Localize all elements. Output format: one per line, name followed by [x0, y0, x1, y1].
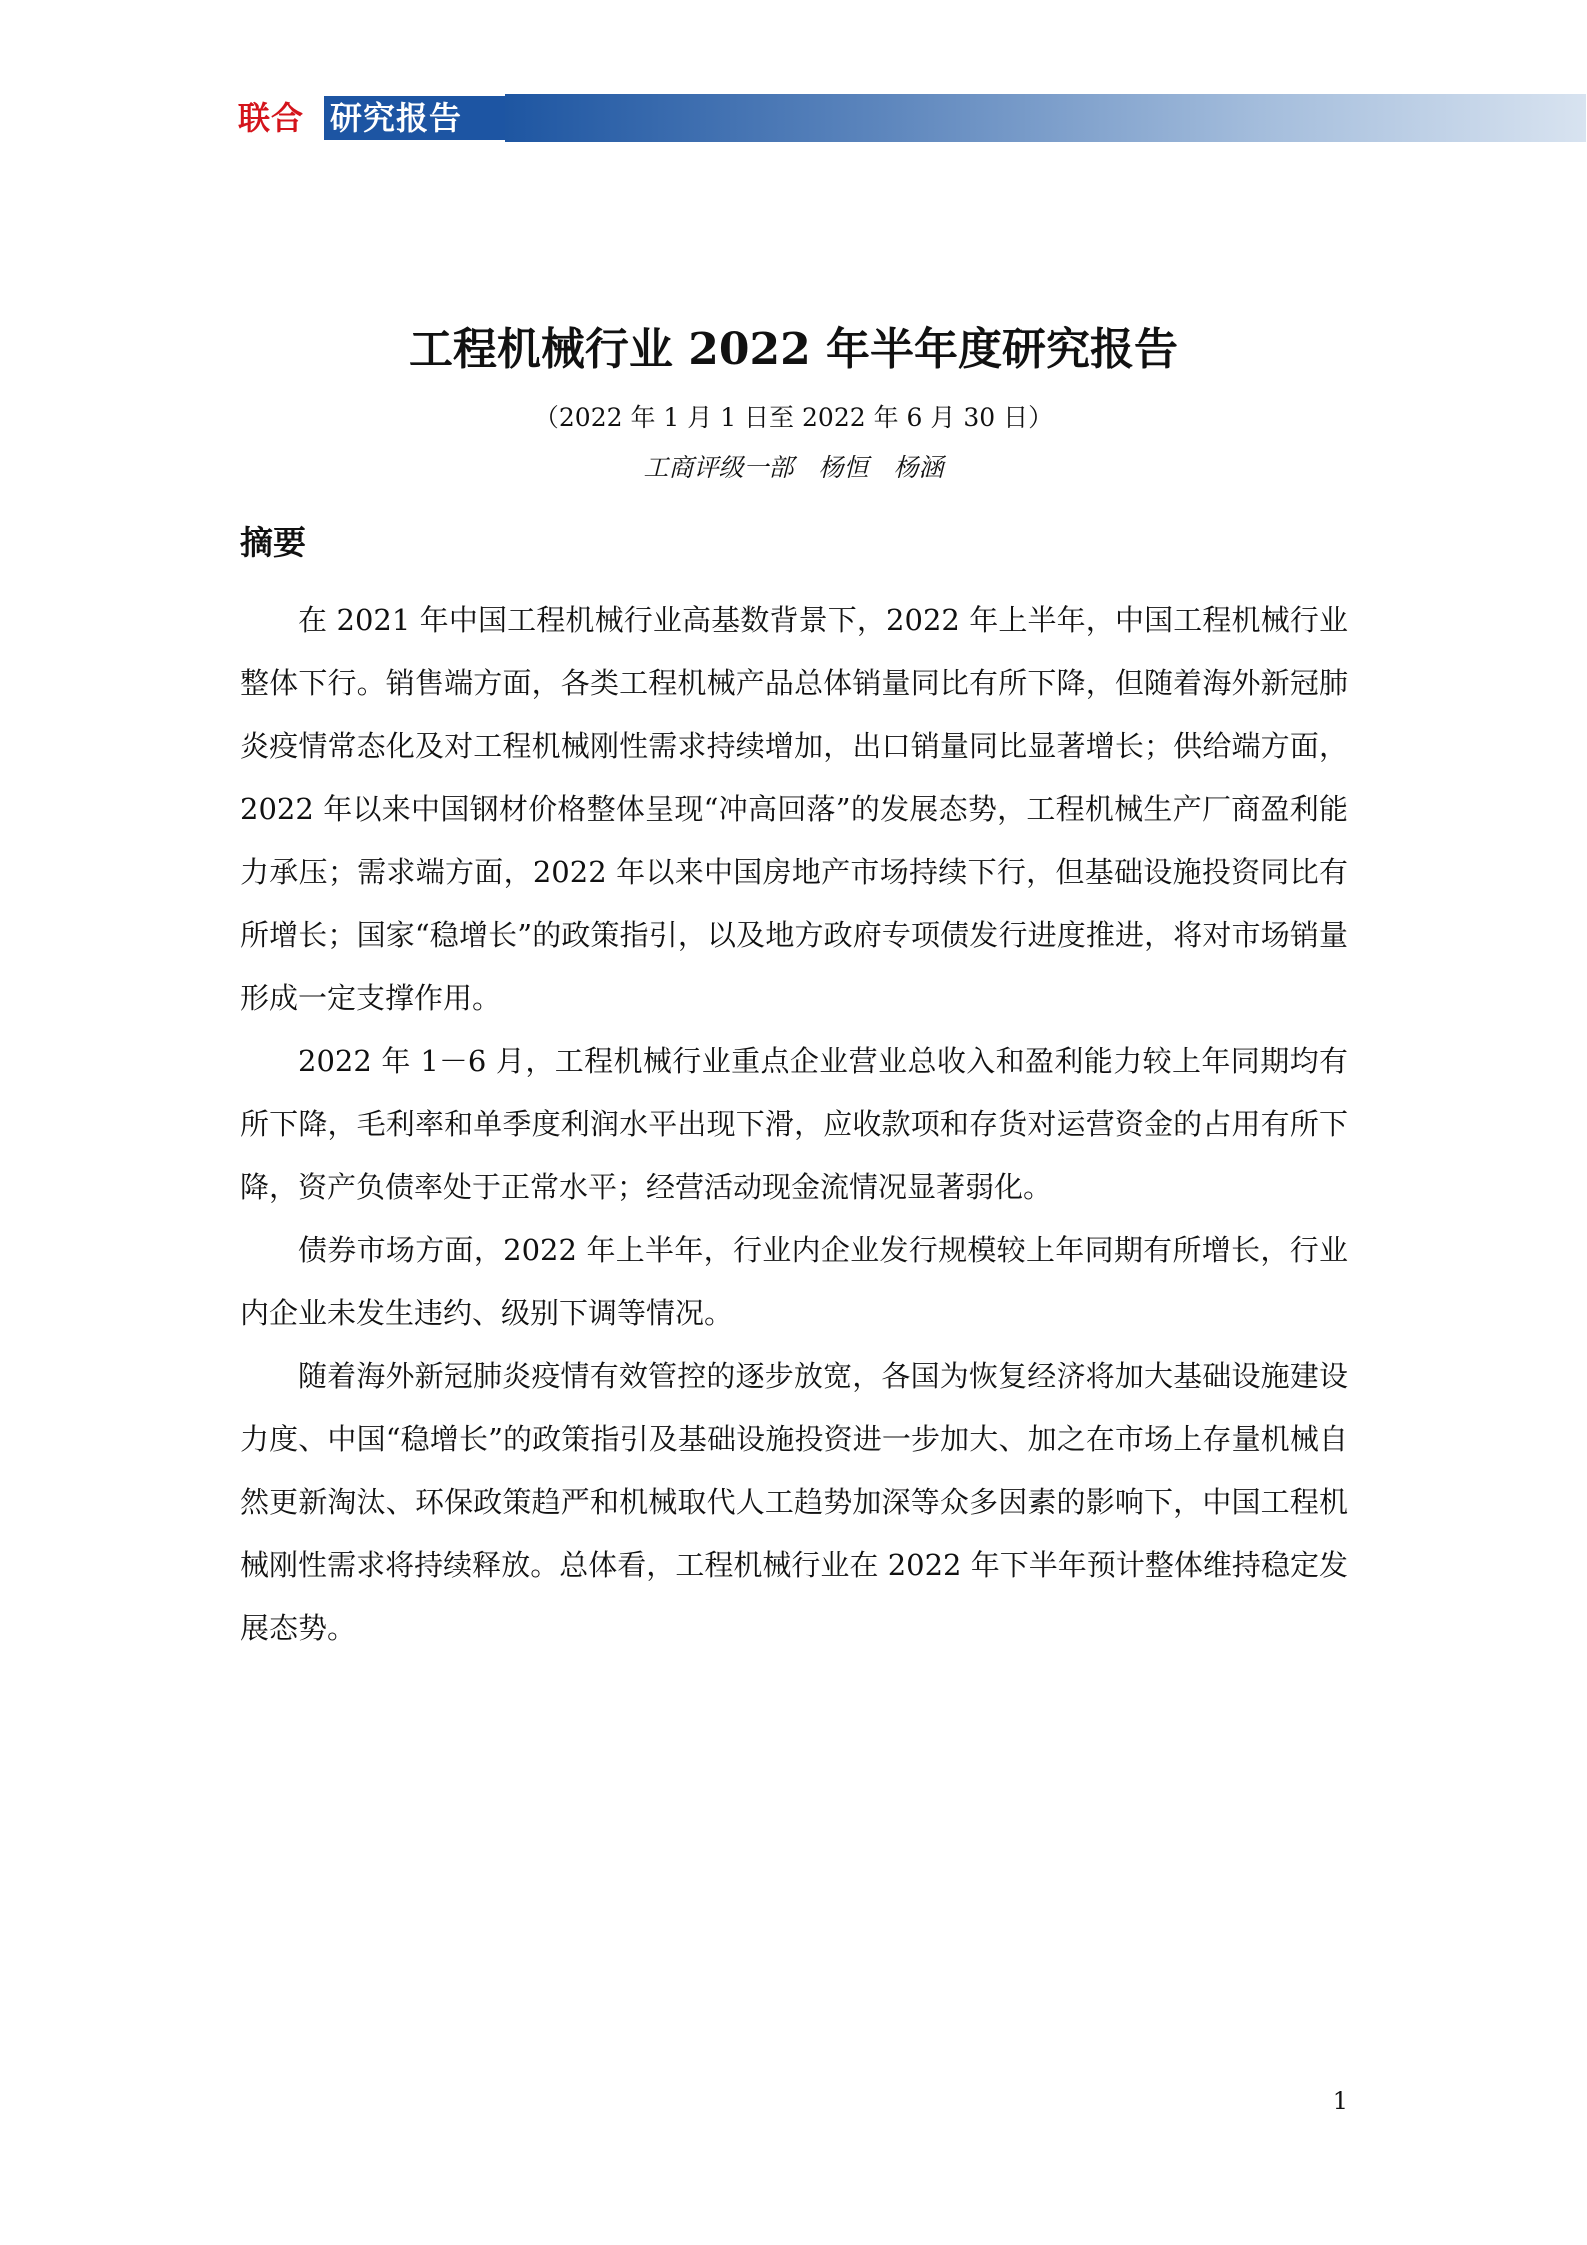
document-authors: 工商评级一部 杨恒 杨涵 — [643, 453, 944, 482]
abstract-heading: 摘要 — [240, 523, 306, 562]
document-period: （2022 年 1 月 1 日至 2022 年 6 月 30 日） — [533, 403, 1054, 432]
abstract-paragraph: 2022 年 1－6 月，工程机械行业重点企业营业总收入和盈利能力较上年同期均有所下降，毛利率和单季度利润水平出现下滑，应收款项和存货对运营资金的占用有所下降，资产负债率处于正常水平；经营活动现金流情况显著弱化。 — [240, 1044, 1348, 1204]
document-title: 工程机械行业 2022 年半年度研究报告 — [408, 324, 1179, 375]
abstract-body — [240, 589, 1348, 1660]
abstract-paragraph: 在 2021 年中国工程机械行业高基数背景下，2022 年上半年，中国工程机械行业整体下行。销售端方面，各类工程机械产品总体销量同比有所下降，但随着海外新冠肺炎疫情常态化及对工程机械刚性需求持续增加，出口销量同比显著增长；供给端方面，2022 年以来中国钢材价格整体呈现“冲高回落”的发展态势，工程机械生产厂商盈利能力承压；需求端方面，2022 年以来中国房地产市场持续下行，但基础设施投资同比有所增长；国家“稳增长”的政策指引，以及地方政府专项债发行进度推进，将对市场销量形成一定支撑作用。 — [240, 603, 1348, 1015]
header-gradient-bar — [505, 94, 1586, 142]
report-header — [238, 94, 1586, 142]
abstract-paragraph: 随着海外新冠肺炎疫情有效管控的逐步放宽，各国为恢复经济将加大基础设施建设力度、中国“稳增长”的政策指引及基础设施投资进一步加大、加之在市场上存量机械自然更新淘汰、环保政策趋严和机械取代人工趋势加深等众多因素的影响下，中国工程机械刚性需求将持续释放。总体看，工程机械行业在 2022 年下半年预计整体维持稳定发展态势。 — [240, 1359, 1348, 1645]
page-number: 1 — [1332, 2087, 1348, 2115]
brand-name-blue: 研究报告 — [330, 99, 463, 137]
brand-name-red: 联合 — [238, 99, 305, 137]
abstract-paragraph: 债券市场方面，2022 年上半年，行业内企业发行规模较上年同期有所增长，行业内企业未发生违约、级别下调等情况。 — [240, 1233, 1348, 1330]
